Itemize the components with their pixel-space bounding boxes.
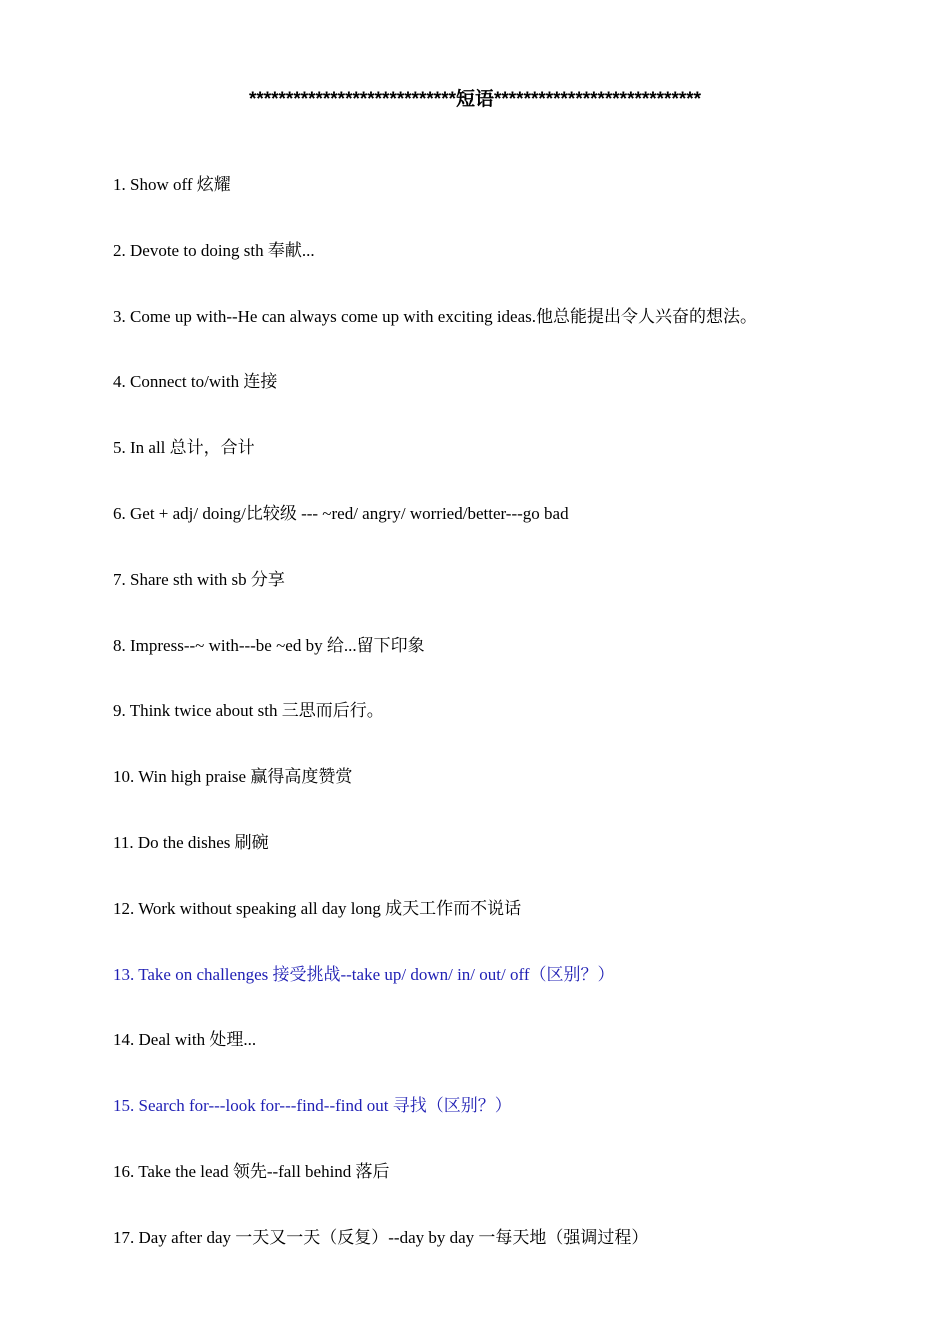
phrase-item: 3. Come up with--He can always come up with exciting ideas.他总能提出令人兴奋的想法。 bbox=[113, 306, 757, 326]
phrase-item: 14. Deal with 处理... bbox=[113, 1030, 257, 1050]
phrase-item: 15. Search for---look for---find--find out 寻找（区别？） bbox=[113, 1096, 512, 1116]
phrase-item: 2. Devote to doing sth 奉献... bbox=[113, 240, 315, 260]
phrase-item: 11. Do the dishes 刷碗 bbox=[113, 832, 269, 852]
phrase-item: 6. Get + adj/ doing/比较级 --- ~red/ angry/ worried/better---go bad bbox=[113, 503, 569, 523]
phrase-item: 1. Show off 炫耀 bbox=[113, 175, 231, 194]
phrase-item: 5. In all 总计，合计 bbox=[113, 438, 255, 458]
phrase-item: 12. Work without speaking all day long 成天工作而不说话 bbox=[113, 898, 522, 918]
phrase-list bbox=[113, 170, 913, 1289]
phrase-item: 7. Share sth with sb 分享 bbox=[113, 569, 285, 589]
phrase-item: 8. Impress--~ with---be ~ed by 给...留下印象 bbox=[113, 635, 425, 655]
section-title: ****************************短语**************************** bbox=[248, 89, 702, 110]
phrase-item: 13. Take on challenges 接受挑战--take up/ down/ in/ out/ off（区别？） bbox=[113, 964, 615, 984]
phrase-item: 17. Day after day 一天又一天（反复）--day by day 一每天地（强调过程） bbox=[113, 1227, 649, 1247]
phrase-item: 4. Connect to/with 连接 bbox=[113, 372, 278, 392]
phrase-item: 9. Think twice about sth 三思而后行。 bbox=[113, 701, 384, 721]
phrase-item: 16. Take the lead 领先--fall behind 落后 bbox=[113, 1161, 390, 1181]
phrase-item: 10. Win high praise 赢得高度赞赏 bbox=[113, 767, 353, 787]
